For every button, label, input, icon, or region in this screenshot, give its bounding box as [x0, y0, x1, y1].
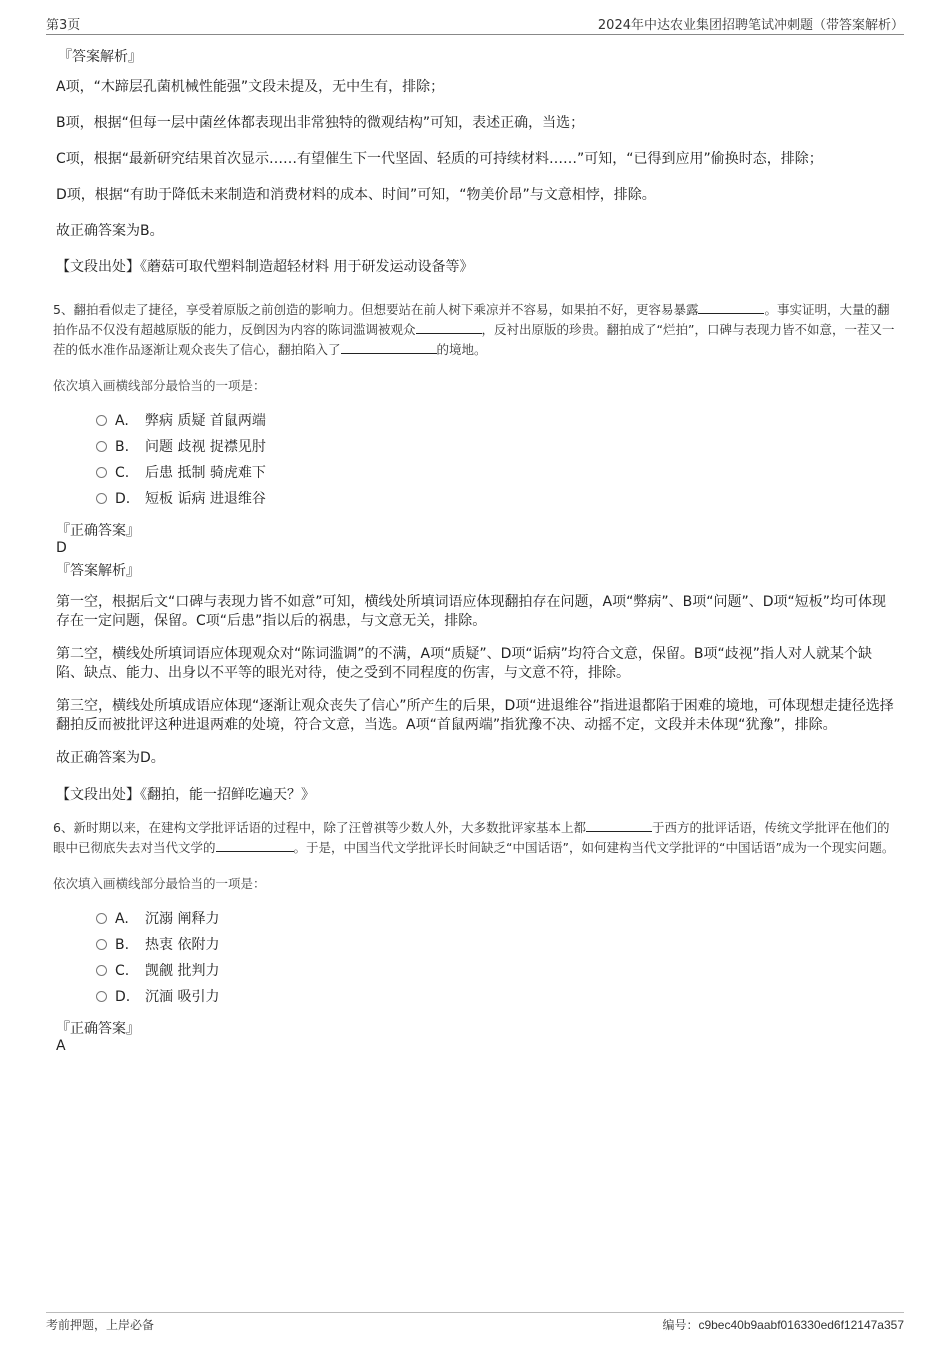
fill-blank — [586, 819, 652, 832]
question-5 — [53, 300, 896, 804]
fill-blank — [216, 839, 294, 852]
radio-icon[interactable] — [96, 493, 107, 504]
correct-answer: D — [56, 540, 67, 556]
fill-blank — [341, 341, 437, 354]
radio-icon[interactable] — [96, 467, 107, 478]
analysis-paragraph: 第二空，横线处所填词语应体现观众对“陈词滥调”的不满，A项“质疑”、D项“诟病”均符合文意，保留。B项“歧视”指人对人就某个缺陷、缺点、能力、出身以不平等的眼光对待，使之受到不同程度的伤害，与文意不符，排除。 — [56, 646, 872, 681]
analysis-label: 『答案解析』 — [58, 49, 142, 65]
page-number: 第3页 — [46, 18, 81, 33]
radio-icon[interactable] — [96, 913, 107, 924]
option-b[interactable]: B. 热衷 依附力 — [96, 932, 896, 958]
document-code: 编号：c9bec40b9aabf016330ed6f12147a357 — [662, 1318, 904, 1332]
correct-answer-label: 『正确答案』 — [56, 1021, 140, 1037]
radio-icon[interactable] — [96, 991, 107, 1002]
question-6 — [53, 818, 896, 1054]
q4-analysis-section — [56, 46, 896, 276]
analysis-paragraph: 第一空，根据后文“口碑与表现力皆不如意”可知，横线处所填词语应体现翻拍存在问题，A项“弊病”、B项“问题”、D项“短板”均可体现存在一定问题，保留。C项“后患”指以后的祸患，与文意无关，排除。 — [56, 594, 886, 629]
option-a[interactable]: A. 沉溺 阐释力 — [96, 906, 896, 932]
source-citation: 【文段出处】《蘑菇可取代塑料制造超轻材料 用于研发运动设备等》 — [56, 259, 474, 275]
question-instruction: 依次填入画横线部分最恰当的一项是： — [53, 378, 266, 393]
analysis-label: 『答案解析』 — [56, 563, 140, 579]
option-c[interactable]: C. 觊觎 批判力 — [96, 958, 896, 984]
question-stem: 5、翻拍看似走了捷径，享受着原版之前创造的影响力。但想要站在前人树下乘凉并不容易，如果拍不好，更容易暴露 。事实证明，大量的翻拍作品不仅没有超越原版的能力，反倒因为内容的陈词滥调被观众 ，反衬出原版的珍贵。翻拍成了“烂拍”，口碑与表现力皆不如意，一茬又一茬的低水准作品逐渐让观众丧失了信心，翻拍陷入了 的境地。 — [53, 302, 895, 357]
question-stem: 6、新时期以来，在建构文学批评话语的过程中，除了汪曾祺等少数人外，大多数批评家基本上都 于西方的批评话语，传统文学批评在他们的眼中已彻底失去对当代文学的 。于是，中国当代文学批评长时间缺乏“中国话语”，如何建构当代文学批评的“中国话语”成为一个现实问题。 — [53, 820, 895, 855]
option-d[interactable]: D. 沉湎 吸引力 — [96, 984, 896, 1010]
question-instruction: 依次填入画横线部分最恰当的一项是： — [53, 876, 266, 891]
option-d[interactable]: D. 短板 诟病 进退维谷 — [96, 486, 896, 512]
fill-blank — [698, 301, 764, 314]
analysis-conclusion: 故正确答案为D。 — [56, 750, 165, 766]
analysis-paragraph: 第三空，横线处所填成语应体现“逐渐让观众丧失了信心”所产生的后果，D项“进退维谷”指进退都陷于困难的境地，可体现想走捷径选择翻拍反而被批评这种进退两难的处境，符合文意，当选。A项“首鼠两端”指犹豫不决、动摇不定，文段并未体现“犹豫”，排除。 — [56, 698, 894, 733]
fill-blank — [416, 321, 482, 334]
radio-icon[interactable] — [96, 415, 107, 426]
document-title: 2024年中达农业集团招聘笔试冲刺题（带答案解析） — [597, 18, 904, 33]
analysis-conclusion: 故正确答案为B。 — [56, 223, 164, 239]
option-list — [96, 906, 896, 1010]
page-footer — [46, 1312, 904, 1337]
correct-answer-label: 『正确答案』 — [56, 523, 140, 539]
radio-icon[interactable] — [96, 441, 107, 452]
analysis-paragraph: C项，根据“最新研究结果首次显示……有望催生下一代坚固、轻质的可持续材料……”可知，“已得到应用”偷换时态，排除； — [56, 151, 823, 167]
footer-slogan: 考前押题，上岸必备 — [46, 1318, 155, 1332]
page-content — [53, 46, 896, 1054]
option-c[interactable]: C. 后患 抵制 骑虎难下 — [96, 460, 896, 486]
option-list — [96, 408, 896, 512]
analysis-paragraph: A项，“木蹄层孔菌机械性能强”文段未提及，无中生有，排除； — [56, 79, 445, 95]
option-a[interactable]: A. 弊病 质疑 首鼠两端 — [96, 408, 896, 434]
analysis-paragraph: B项，根据“但每一层中菌丝体都表现出非常独特的微观结构”可知，表述正确，当选； — [56, 115, 585, 131]
analysis-paragraph: D项，根据“有助于降低未来制造和消费材料的成本、时间”可知，“物美价昂”与文意相悖，排除。 — [56, 187, 656, 203]
page-header — [46, 14, 904, 35]
option-b[interactable]: B. 问题 歧视 捉襟见肘 — [96, 434, 896, 460]
radio-icon[interactable] — [96, 939, 107, 950]
correct-answer: A — [56, 1038, 66, 1054]
radio-icon[interactable] — [96, 965, 107, 976]
source-citation: 【文段出处】《翻拍，能一招鲜吃遍天？》 — [56, 787, 315, 803]
